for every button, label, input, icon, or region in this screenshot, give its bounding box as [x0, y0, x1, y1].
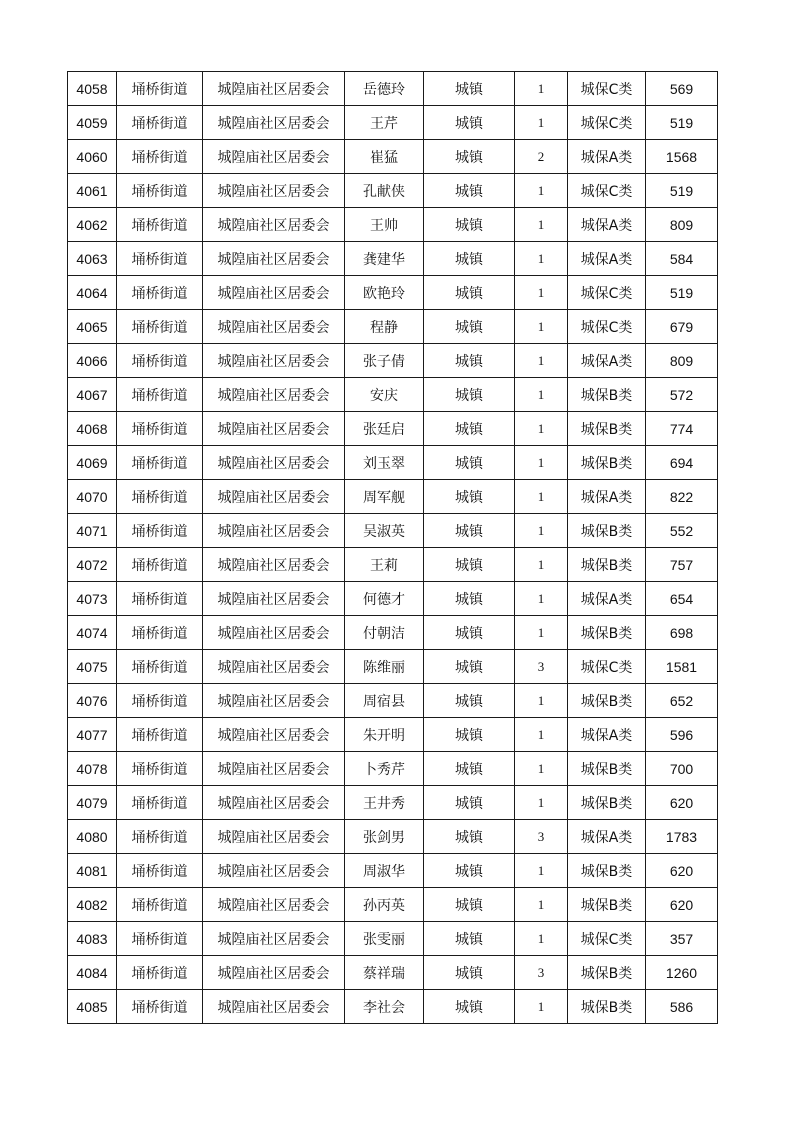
- committee-cell: 城隍庙社区居委会: [203, 854, 345, 888]
- category-cell: 城保B类: [568, 786, 646, 820]
- category-cell: 城保A类: [568, 242, 646, 276]
- category-cell: 城保B类: [568, 956, 646, 990]
- person-name-cell: 付朝洁: [345, 616, 424, 650]
- household-count-cell: 1: [515, 854, 568, 888]
- street-cell: 埇桥街道: [117, 922, 203, 956]
- household-count-cell: 1: [515, 276, 568, 310]
- household-count-cell: 1: [515, 616, 568, 650]
- person-name-cell: 吴淑英: [345, 514, 424, 548]
- household-count-cell: 1: [515, 412, 568, 446]
- household-count-cell: 1: [515, 514, 568, 548]
- record-number-cell: 4077: [68, 718, 117, 752]
- record-number-cell: 4064: [68, 276, 117, 310]
- area-type-cell: 城镇: [424, 718, 515, 752]
- committee-cell: 城隍庙社区居委会: [203, 174, 345, 208]
- area-type-cell: 城镇: [424, 956, 515, 990]
- record-number-cell: 4085: [68, 990, 117, 1024]
- street-cell: 埇桥街道: [117, 140, 203, 174]
- household-count-cell: 1: [515, 344, 568, 378]
- household-count-cell: 1: [515, 310, 568, 344]
- person-name-cell: 张子倩: [345, 344, 424, 378]
- category-cell: 城保B类: [568, 854, 646, 888]
- record-number-cell: 4061: [68, 174, 117, 208]
- area-type-cell: 城镇: [424, 310, 515, 344]
- amount-cell: 809: [646, 344, 718, 378]
- table-row: [68, 310, 718, 344]
- amount-cell: 620: [646, 786, 718, 820]
- category-cell: 城保A类: [568, 718, 646, 752]
- table-row: [68, 208, 718, 242]
- category-cell: 城保B类: [568, 378, 646, 412]
- assistance-roster-table: [67, 71, 718, 1024]
- area-type-cell: 城镇: [424, 888, 515, 922]
- committee-cell: 城隍庙社区居委会: [203, 242, 345, 276]
- household-count-cell: 1: [515, 378, 568, 412]
- amount-cell: 757: [646, 548, 718, 582]
- area-type-cell: 城镇: [424, 140, 515, 174]
- category-cell: 城保B类: [568, 616, 646, 650]
- committee-cell: 城隍庙社区居委会: [203, 310, 345, 344]
- amount-cell: 774: [646, 412, 718, 446]
- category-cell: 城保C类: [568, 72, 646, 106]
- committee-cell: 城隍庙社区居委会: [203, 582, 345, 616]
- household-count-cell: 1: [515, 922, 568, 956]
- area-type-cell: 城镇: [424, 72, 515, 106]
- household-count-cell: 3: [515, 650, 568, 684]
- person-name-cell: 王井秀: [345, 786, 424, 820]
- person-name-cell: 何德才: [345, 582, 424, 616]
- street-cell: 埇桥街道: [117, 514, 203, 548]
- street-cell: 埇桥街道: [117, 888, 203, 922]
- amount-cell: 519: [646, 276, 718, 310]
- amount-cell: 809: [646, 208, 718, 242]
- table-row: [68, 106, 718, 140]
- amount-cell: 519: [646, 106, 718, 140]
- area-type-cell: 城镇: [424, 786, 515, 820]
- category-cell: 城保A类: [568, 480, 646, 514]
- record-number-cell: 4068: [68, 412, 117, 446]
- street-cell: 埇桥街道: [117, 378, 203, 412]
- category-cell: 城保A类: [568, 140, 646, 174]
- person-name-cell: 王帅: [345, 208, 424, 242]
- record-number-cell: 4071: [68, 514, 117, 548]
- committee-cell: 城隍庙社区居委会: [203, 616, 345, 650]
- record-number-cell: 4080: [68, 820, 117, 854]
- record-number-cell: 4069: [68, 446, 117, 480]
- person-name-cell: 李社会: [345, 990, 424, 1024]
- table-row: [68, 990, 718, 1024]
- street-cell: 埇桥街道: [117, 242, 203, 276]
- committee-cell: 城隍庙社区居委会: [203, 922, 345, 956]
- household-count-cell: 1: [515, 242, 568, 276]
- household-count-cell: 1: [515, 582, 568, 616]
- table-row: [68, 956, 718, 990]
- street-cell: 埇桥街道: [117, 684, 203, 718]
- amount-cell: 679: [646, 310, 718, 344]
- street-cell: 埇桥街道: [117, 990, 203, 1024]
- person-name-cell: 张廷启: [345, 412, 424, 446]
- area-type-cell: 城镇: [424, 650, 515, 684]
- table-row: [68, 72, 718, 106]
- area-type-cell: 城镇: [424, 208, 515, 242]
- area-type-cell: 城镇: [424, 174, 515, 208]
- category-cell: 城保A类: [568, 582, 646, 616]
- committee-cell: 城隍庙社区居委会: [203, 650, 345, 684]
- person-name-cell: 岳德玲: [345, 72, 424, 106]
- street-cell: 埇桥街道: [117, 106, 203, 140]
- amount-cell: 586: [646, 990, 718, 1024]
- person-name-cell: 欧艳玲: [345, 276, 424, 310]
- amount-cell: 700: [646, 752, 718, 786]
- record-number-cell: 4072: [68, 548, 117, 582]
- household-count-cell: 1: [515, 208, 568, 242]
- household-count-cell: 1: [515, 888, 568, 922]
- committee-cell: 城隍庙社区居委会: [203, 106, 345, 140]
- person-name-cell: 张剑男: [345, 820, 424, 854]
- street-cell: 埇桥街道: [117, 446, 203, 480]
- area-type-cell: 城镇: [424, 514, 515, 548]
- committee-cell: 城隍庙社区居委会: [203, 208, 345, 242]
- record-number-cell: 4070: [68, 480, 117, 514]
- amount-cell: 620: [646, 854, 718, 888]
- table-row: [68, 820, 718, 854]
- person-name-cell: 孙丙英: [345, 888, 424, 922]
- roster-body: [68, 72, 718, 1024]
- amount-cell: 357: [646, 922, 718, 956]
- table-row: [68, 854, 718, 888]
- household-count-cell: 3: [515, 820, 568, 854]
- household-count-cell: 1: [515, 786, 568, 820]
- household-count-cell: 2: [515, 140, 568, 174]
- person-name-cell: 张雯丽: [345, 922, 424, 956]
- table-row: [68, 650, 718, 684]
- street-cell: 埇桥街道: [117, 412, 203, 446]
- table-row: [68, 412, 718, 446]
- person-name-cell: 卜秀芹: [345, 752, 424, 786]
- amount-cell: 584: [646, 242, 718, 276]
- record-number-cell: 4076: [68, 684, 117, 718]
- household-count-cell: 1: [515, 72, 568, 106]
- household-count-cell: 3: [515, 956, 568, 990]
- amount-cell: 552: [646, 514, 718, 548]
- person-name-cell: 王芹: [345, 106, 424, 140]
- category-cell: 城保B类: [568, 990, 646, 1024]
- area-type-cell: 城镇: [424, 990, 515, 1024]
- household-count-cell: 1: [515, 106, 568, 140]
- street-cell: 埇桥街道: [117, 752, 203, 786]
- category-cell: 城保B类: [568, 412, 646, 446]
- committee-cell: 城隍庙社区居委会: [203, 344, 345, 378]
- category-cell: 城保B类: [568, 446, 646, 480]
- street-cell: 埇桥街道: [117, 786, 203, 820]
- category-cell: 城保A类: [568, 208, 646, 242]
- record-number-cell: 4058: [68, 72, 117, 106]
- record-number-cell: 4067: [68, 378, 117, 412]
- person-name-cell: 蔡祥瑞: [345, 956, 424, 990]
- household-count-cell: 1: [515, 990, 568, 1024]
- record-number-cell: 4082: [68, 888, 117, 922]
- record-number-cell: 4074: [68, 616, 117, 650]
- amount-cell: 698: [646, 616, 718, 650]
- area-type-cell: 城镇: [424, 922, 515, 956]
- table-row: [68, 888, 718, 922]
- person-name-cell: 陈维丽: [345, 650, 424, 684]
- table-row: [68, 242, 718, 276]
- street-cell: 埇桥街道: [117, 344, 203, 378]
- table-row: [68, 922, 718, 956]
- table-row: [68, 684, 718, 718]
- person-name-cell: 朱开明: [345, 718, 424, 752]
- committee-cell: 城隍庙社区居委会: [203, 990, 345, 1024]
- committee-cell: 城隍庙社区居委会: [203, 72, 345, 106]
- amount-cell: 1581: [646, 650, 718, 684]
- category-cell: 城保C类: [568, 174, 646, 208]
- committee-cell: 城隍庙社区居委会: [203, 548, 345, 582]
- record-number-cell: 4062: [68, 208, 117, 242]
- category-cell: 城保B类: [568, 888, 646, 922]
- table-row: [68, 344, 718, 378]
- record-number-cell: 4078: [68, 752, 117, 786]
- category-cell: 城保C类: [568, 310, 646, 344]
- area-type-cell: 城镇: [424, 344, 515, 378]
- amount-cell: 596: [646, 718, 718, 752]
- committee-cell: 城隍庙社区居委会: [203, 378, 345, 412]
- category-cell: 城保C类: [568, 922, 646, 956]
- table-row: [68, 718, 718, 752]
- category-cell: 城保B类: [568, 752, 646, 786]
- category-cell: 城保B类: [568, 548, 646, 582]
- person-name-cell: 安庆: [345, 378, 424, 412]
- record-number-cell: 4066: [68, 344, 117, 378]
- committee-cell: 城隍庙社区居委会: [203, 888, 345, 922]
- table-row: [68, 378, 718, 412]
- record-number-cell: 4075: [68, 650, 117, 684]
- amount-cell: 694: [646, 446, 718, 480]
- committee-cell: 城隍庙社区居委会: [203, 514, 345, 548]
- area-type-cell: 城镇: [424, 854, 515, 888]
- person-name-cell: 王莉: [345, 548, 424, 582]
- person-name-cell: 崔猛: [345, 140, 424, 174]
- person-name-cell: 周淑华: [345, 854, 424, 888]
- person-name-cell: 刘玉翠: [345, 446, 424, 480]
- record-number-cell: 4059: [68, 106, 117, 140]
- table-row: [68, 446, 718, 480]
- household-count-cell: 1: [515, 752, 568, 786]
- street-cell: 埇桥街道: [117, 820, 203, 854]
- table-row: [68, 548, 718, 582]
- person-name-cell: 孔献侠: [345, 174, 424, 208]
- household-count-cell: 1: [515, 548, 568, 582]
- committee-cell: 城隍庙社区居委会: [203, 480, 345, 514]
- record-number-cell: 4060: [68, 140, 117, 174]
- category-cell: 城保B类: [568, 684, 646, 718]
- record-number-cell: 4081: [68, 854, 117, 888]
- table-row: [68, 616, 718, 650]
- street-cell: 埇桥街道: [117, 208, 203, 242]
- committee-cell: 城隍庙社区居委会: [203, 140, 345, 174]
- household-count-cell: 1: [515, 718, 568, 752]
- committee-cell: 城隍庙社区居委会: [203, 684, 345, 718]
- amount-cell: 1260: [646, 956, 718, 990]
- amount-cell: 822: [646, 480, 718, 514]
- area-type-cell: 城镇: [424, 684, 515, 718]
- amount-cell: 652: [646, 684, 718, 718]
- person-name-cell: 周军舰: [345, 480, 424, 514]
- record-number-cell: 4065: [68, 310, 117, 344]
- street-cell: 埇桥街道: [117, 174, 203, 208]
- committee-cell: 城隍庙社区居委会: [203, 752, 345, 786]
- street-cell: 埇桥街道: [117, 72, 203, 106]
- area-type-cell: 城镇: [424, 446, 515, 480]
- table-row: [68, 514, 718, 548]
- amount-cell: 519: [646, 174, 718, 208]
- area-type-cell: 城镇: [424, 548, 515, 582]
- area-type-cell: 城镇: [424, 752, 515, 786]
- table-row: [68, 582, 718, 616]
- table-row: [68, 480, 718, 514]
- committee-cell: 城隍庙社区居委会: [203, 446, 345, 480]
- table-row: [68, 174, 718, 208]
- committee-cell: 城隍庙社区居委会: [203, 820, 345, 854]
- record-number-cell: 4073: [68, 582, 117, 616]
- amount-cell: 654: [646, 582, 718, 616]
- household-count-cell: 1: [515, 684, 568, 718]
- amount-cell: 572: [646, 378, 718, 412]
- amount-cell: 1783: [646, 820, 718, 854]
- category-cell: 城保A类: [568, 344, 646, 378]
- area-type-cell: 城镇: [424, 480, 515, 514]
- area-type-cell: 城镇: [424, 412, 515, 446]
- area-type-cell: 城镇: [424, 242, 515, 276]
- street-cell: 埇桥街道: [117, 548, 203, 582]
- amount-cell: 1568: [646, 140, 718, 174]
- street-cell: 埇桥街道: [117, 616, 203, 650]
- table-row: [68, 276, 718, 310]
- street-cell: 埇桥街道: [117, 854, 203, 888]
- record-number-cell: 4063: [68, 242, 117, 276]
- street-cell: 埇桥街道: [117, 276, 203, 310]
- household-count-cell: 1: [515, 446, 568, 480]
- committee-cell: 城隍庙社区居委会: [203, 786, 345, 820]
- committee-cell: 城隍庙社区居委会: [203, 718, 345, 752]
- table-row: [68, 752, 718, 786]
- street-cell: 埇桥街道: [117, 718, 203, 752]
- household-count-cell: 1: [515, 480, 568, 514]
- amount-cell: 569: [646, 72, 718, 106]
- committee-cell: 城隍庙社区居委会: [203, 412, 345, 446]
- category-cell: 城保B类: [568, 514, 646, 548]
- street-cell: 埇桥街道: [117, 310, 203, 344]
- record-number-cell: 4079: [68, 786, 117, 820]
- area-type-cell: 城镇: [424, 582, 515, 616]
- area-type-cell: 城镇: [424, 106, 515, 140]
- committee-cell: 城隍庙社区居委会: [203, 276, 345, 310]
- person-name-cell: 龚建华: [345, 242, 424, 276]
- record-number-cell: 4084: [68, 956, 117, 990]
- household-count-cell: 1: [515, 174, 568, 208]
- amount-cell: 620: [646, 888, 718, 922]
- table-row: [68, 140, 718, 174]
- person-name-cell: 程静: [345, 310, 424, 344]
- category-cell: 城保C类: [568, 276, 646, 310]
- record-number-cell: 4083: [68, 922, 117, 956]
- street-cell: 埇桥街道: [117, 480, 203, 514]
- street-cell: 埇桥街道: [117, 582, 203, 616]
- street-cell: 埇桥街道: [117, 956, 203, 990]
- area-type-cell: 城镇: [424, 616, 515, 650]
- table-row: [68, 786, 718, 820]
- street-cell: 埇桥街道: [117, 650, 203, 684]
- person-name-cell: 周宿县: [345, 684, 424, 718]
- category-cell: 城保A类: [568, 820, 646, 854]
- committee-cell: 城隍庙社区居委会: [203, 956, 345, 990]
- category-cell: 城保C类: [568, 106, 646, 140]
- area-type-cell: 城镇: [424, 276, 515, 310]
- area-type-cell: 城镇: [424, 820, 515, 854]
- area-type-cell: 城镇: [424, 378, 515, 412]
- category-cell: 城保C类: [568, 650, 646, 684]
